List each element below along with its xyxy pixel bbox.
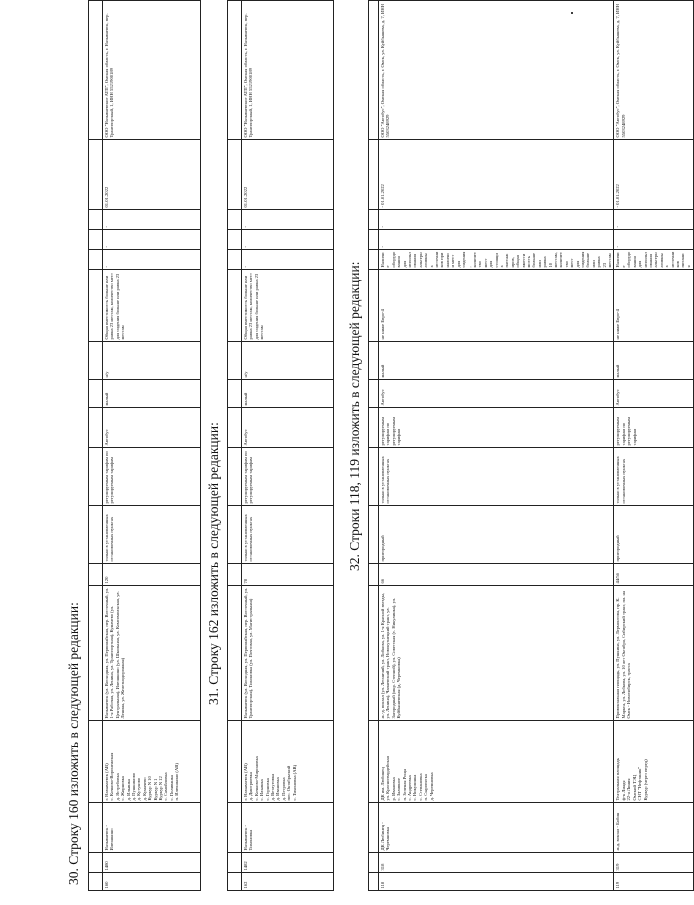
vehicle-class: малый (242, 380, 334, 408)
row-number: 118 (379, 873, 614, 891)
stops-list (379, 721, 614, 803)
stops-list (242, 721, 334, 803)
stop-item: д. Кутуково (136, 777, 142, 801)
stop-item: п. Илюшкино (АВ) (174, 763, 180, 801)
vehicle-type: Автобус (242, 408, 334, 448)
stop-item: д. Черемновка (428, 772, 434, 801)
stop-item: г. Называевск (АВ) (243, 763, 248, 801)
stop-item: Омский ТЭЦ (631, 774, 637, 801)
stop-item: с. Ильинка (259, 779, 265, 801)
table-section-31 (227, 0, 334, 891)
section-30-heading: 30. Строку 160 изложить в следующей редакции: (66, 602, 81, 885)
dash-cell: - (103, 250, 201, 270)
row-number: 162 (242, 873, 334, 891)
dash-cell: - (379, 210, 614, 230)
stop-item: с. Андреевка (407, 775, 413, 801)
route-kind: пригородный (614, 506, 694, 564)
carrier-info: ООО "Называевское АТП", Омская область, г. Называевск, пер. Транспортный, 1, ИНН 5521900189 (242, 1, 334, 140)
stop-item: Куркур N 1 (152, 778, 158, 801)
intermediate-stops-rule: только в установленных остановочных пунктах (614, 448, 694, 506)
table-section-30 (88, 0, 201, 891)
dash-cell: - (614, 210, 694, 230)
ecological-class: н/у (103, 342, 201, 380)
intermediate-stops-rule: только в установленных остановочных пунктах (379, 448, 614, 506)
start-date: 01.01.2022 (615, 184, 621, 205)
date-and-dash (614, 140, 694, 210)
stop-item: с. Заливное (396, 778, 402, 801)
capacity-requirements: Общая вместимость больше или равна 23 местам, количество мест для сидения больше или равна 23 местам (103, 270, 201, 342)
table-row (242, 1, 334, 891)
dash-cell: - (242, 210, 334, 230)
route-length: 44/56 (614, 564, 694, 586)
route-name: ж.д. вокзал - Бобин (614, 803, 694, 853)
tariff-type: регулируемым тарифам по регулируемым тарифам (379, 408, 614, 448)
stop-item: с. Степановка (417, 773, 423, 801)
vehicle-class: малый (379, 342, 614, 380)
intermediate-stops-rule: только в установленных остановочных пунктах (103, 506, 201, 564)
row-number: 160 (103, 873, 201, 891)
intermediate-stops-rule: только в установленных остановочных пунктах (242, 506, 334, 564)
stop-item: Куркур (через перед) (642, 759, 648, 801)
capacity-requirements: Общая вместимость больше или равна 23 местам, количество мест для сидения больше или равна 23 местам (242, 270, 334, 342)
stop-item: д. Ястребовка (114, 773, 120, 801)
table-section-32 (368, 0, 694, 891)
route-name: Называевск - Илюшкино (103, 803, 201, 853)
stop-item: д. Ильинка (125, 779, 131, 801)
start-date: 01.01.2022 (103, 140, 201, 210)
stop-item: д. Петровка (280, 777, 286, 801)
stop-item: д. Дмитриевка (248, 772, 254, 801)
stop-item: с. Тихоновка (АВ) (291, 764, 297, 801)
capacity-requirements: Наличие оборудования для использования альтернативных источников питания (614, 250, 694, 270)
vehicle-type: Автобус (379, 380, 614, 408)
streets-list: ж.-д. вокзал (ул. Лесничий, ул. Лобкова, ул. 1-я Красной звезды, ул. Ленина), Чапаевский тракт, Новокузнецкий тракт, ул. Загородный (мкр. Степной), ул. Советская (с. Никулинка), ул. Куйбышевская (д. Черемновка) (379, 586, 614, 721)
stop-item: р. Ивановка (390, 777, 396, 801)
stop-item: ДК им. Любинец (380, 767, 385, 801)
registration-number: 319 (614, 853, 694, 873)
ecological-class: не ниже Евро-4 (614, 270, 694, 342)
capacity-requirements: Наличие оборудования для использования альтернативных источников при наличии мест для сидения, количество мест для стоящих пассажиров, общая вместимость больше или равна 10 местам, количество мест для сидения больше или равна 23 местам (379, 250, 614, 270)
dash-cell: - (380, 205, 385, 208)
tariff-type: регулируемым тарифам по регулируемым тарифам (242, 448, 334, 506)
carrier-info: ООО "Автобус", Омская область, г. Омск, ул. Куйбышева, д. 7, ИНН 5503248929 (614, 1, 694, 140)
stop-item: ф-к Лиадя (620, 780, 626, 801)
ecological-class: не ниже Евро-4 (379, 270, 614, 342)
route-name: ДК Любинец - Черемновка (379, 803, 614, 853)
route-length: 78 (242, 564, 334, 586)
stop-item: Театральная площадь (615, 758, 621, 801)
table-row (614, 1, 694, 891)
stop-item: п. Сыропятка (423, 774, 429, 801)
dash-cell: - (615, 205, 621, 208)
stop-item: 22-я Линия (626, 778, 632, 801)
registration-number: 1482 (242, 853, 334, 873)
stop-item: д. Кумачево (141, 777, 147, 801)
stop-item: Куркур N 12 (158, 776, 164, 801)
route-length: 120 (103, 564, 201, 586)
route-name: Называевск - Тихоновка (242, 803, 334, 853)
carrier-info: ООО "Автобус", Омская область, г. Омск, ул. Куйбышева, д. 7, ИНН 5503248929 (379, 1, 614, 140)
stop-item: с. Никулинка (412, 774, 418, 801)
row-number: 119 (614, 873, 694, 891)
stop-item: пос. Октябрьский (286, 765, 292, 801)
start-date: 01.01.2022 (380, 184, 385, 205)
stop-item: с. Кочково-Воронежская (109, 752, 115, 801)
date-and-dash (379, 140, 614, 210)
table-row (103, 1, 201, 891)
section-31-heading: 31. Строку 162 изложить в следующей редакции: (206, 422, 221, 705)
dash-cell: - (103, 230, 201, 250)
dash-cell: - (242, 230, 334, 250)
start-date: 01.01.2022 (242, 140, 334, 210)
stop-item: д. Ветлуговка (270, 773, 276, 801)
ecological-class: н/у (242, 342, 334, 380)
dash-cell: - (242, 250, 334, 270)
stop-item: ул. Красногвардейская (385, 756, 391, 801)
stop-item: Куркур N 10 (147, 776, 153, 801)
tariff-type: регулируемым тарифам по регулируемым тарифам (103, 448, 201, 506)
stop-item: с. Кочково-Мироновка (253, 756, 259, 801)
vehicle-class: малый (614, 342, 694, 380)
vehicle-type: Автобус (614, 380, 694, 408)
section-32-heading: 32. Строки 118, 119 изложить в следующей редакции: (347, 261, 362, 571)
stop-item: д. Пушкиново (131, 772, 137, 801)
stops-list (103, 721, 201, 803)
tariff-type: регулируемым тарифам по регулируемым тарифам (614, 408, 694, 448)
dash-cell: - (614, 230, 694, 250)
stop-item: д. Ивановка (275, 777, 281, 801)
stop-item: СНТ "Нефтяник" (637, 766, 643, 801)
dash-cell: - (103, 210, 201, 230)
streets-list: Называевск (ул. Восходная, ул. Первомайская, пер. Восточный, ул. 1-я Рабочая, ул. Ленина, ул. Транспортная), Кумачево (ул. Центральная), Илюшкино (ул. Школьная, ул. Комсомольская, ул. Ленина, ул. Железнодорожная) (103, 586, 201, 721)
stop-item: с. Горновка (264, 778, 270, 801)
route-kind: пригородный (379, 506, 614, 564)
stops-list (614, 721, 694, 803)
streets-list: Называевск (ул. Восходная, ул. Первомайская, пер. Восточный, ул. Транспортная), Тихоновка (ул. Почтовая, ул. Магистральная) (242, 586, 334, 721)
registration-number: 1480 (103, 853, 201, 873)
stop-item: с. Самойловка (163, 772, 169, 801)
carrier-info: ООО "Называевское АТП", Омская область, г. Называевск, пер. Транспортный, 1, ИНН 5521900189 (103, 1, 201, 140)
stop-item: г. Называевск (АВ) (104, 763, 109, 801)
vehicle-type: Автобус (103, 408, 201, 448)
registration-number: 318 (379, 853, 614, 873)
streets-list: Привокзальная площадь, ул. Пушкина, ул. Лермонтова, пр. К. Маркса, ул. Лобкова, ул. 10 лет Октября, Сибирский тракт, пл. на Омск - Новосибирск, трасса (614, 586, 694, 721)
table-row (379, 1, 614, 891)
stop-item: с. Поливанка (168, 775, 174, 801)
dash-cell: - (379, 230, 614, 250)
vehicle-class: малый (103, 380, 201, 408)
stop-item: с. Жирновка (120, 776, 126, 801)
stop-item: п. Зеленая Роща (401, 769, 407, 801)
route-length: 66 (379, 564, 614, 586)
